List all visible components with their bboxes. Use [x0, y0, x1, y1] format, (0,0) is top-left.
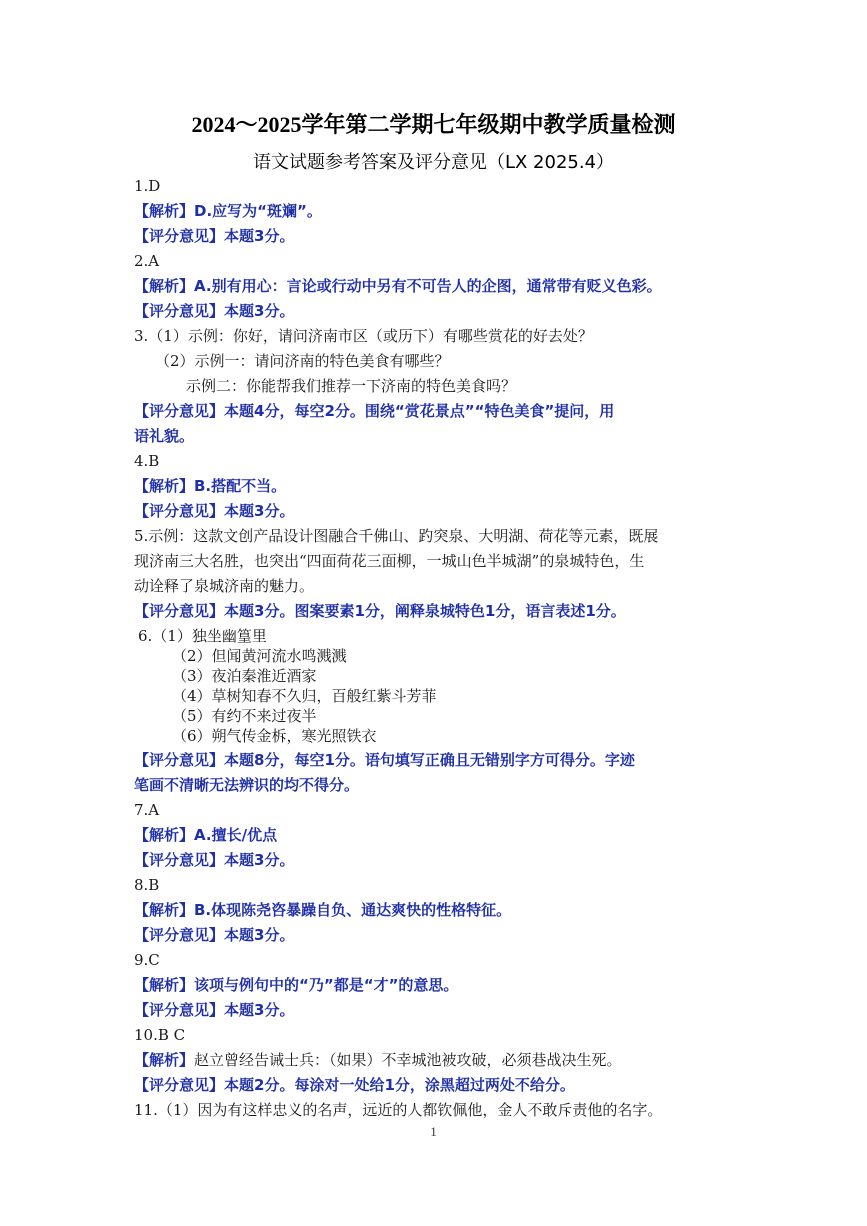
- answer-line: 8.B: [134, 876, 160, 894]
- scoring-line: 【评分意见】本题2分。每涂对一处给1分，涂黑超过两处不给分。: [134, 1076, 575, 1094]
- answer-line: 9.C: [134, 951, 160, 969]
- analysis-line: 【解析】A.别有用心：言论或行动中另有不可告人的企图，通常带有贬义色彩。: [134, 277, 662, 295]
- answer-line: 11.（1）因为有这样忠义的名声，远近的人都钦佩他，金人不敢斥责他的名字。: [134, 1101, 663, 1119]
- analysis-line: 【解析】B.搭配不当。: [134, 477, 287, 495]
- answer-line: （5）有约不来过夜半: [172, 707, 317, 725]
- document-subtitle: 语文试题参考答案及评分意见（LX 2025.4）: [252, 152, 615, 173]
- answer-line: 动诠释了泉城济南的魅力。: [134, 577, 315, 595]
- answer-line: （6）朔气传金柝，寒光照铁衣: [172, 727, 377, 745]
- answer-line: 现济南三大名胜，也突出“四面荷花三面柳，一城山色半城湖”的泉城特色，生: [134, 552, 645, 570]
- answer-line: 5.示例：这款文创产品设计图融合千佛山、趵突泉、大明湖、荷花等元素，既展: [134, 527, 659, 545]
- scoring-line: 【评分意见】本题3分。: [134, 502, 295, 520]
- answer-line: （2）示例一：请问济南的特色美食有哪些？: [155, 352, 450, 370]
- answer-line: 2.A: [134, 252, 160, 270]
- scoring-line: 【评分意见】本题3分。: [134, 926, 295, 944]
- scoring-line: 【评分意见】本题3分。: [134, 851, 295, 869]
- answer-line: 1.D: [134, 177, 161, 195]
- answer-line: 3.（1）示例：你好，请问济南市区（或历下）有哪些赏花的好去处？: [134, 327, 593, 345]
- answer-line: 示例二：你能帮我们推荐一下济南的特色美食吗？: [186, 377, 517, 395]
- analysis-line: 【解析】该项与例句中的“乃”都是“才”的意思。: [134, 976, 459, 994]
- document-title: 2024～2025学年第二学期七年级期中教学质量检测: [191, 112, 676, 137]
- scoring-line: 笔画不清晰无法辨识的均不得分。: [134, 776, 360, 794]
- analysis-line: 【解析】A.擅长/优点: [134, 826, 278, 844]
- answer-line: （3）夜泊秦淮近酒家: [172, 667, 317, 685]
- scoring-line: 【评分意见】本题3分。: [134, 227, 295, 245]
- answer-line: 10.B C: [134, 1026, 186, 1044]
- scoring-line: 【评分意见】本题3分。: [134, 1001, 295, 1019]
- answer-line: 6.（1）独坐幽篁里: [138, 627, 267, 645]
- analysis-prefix: 【解析】: [134, 1051, 195, 1069]
- analysis-line: 【解析】B.体现陈尧咨暴躁自负、通达爽快的性格特征。: [134, 901, 512, 919]
- analysis-line: [134, 1050, 622, 1071]
- scoring-line: 【评分意见】本题4分，每空2分。围绕“赏花景点”“特色美食”提问，用: [134, 402, 615, 420]
- scoring-line: 【评分意见】本题3分。: [134, 302, 295, 320]
- answer-line: 4.B: [134, 452, 160, 470]
- analysis-text: 赵立曾经告诫士兵：（如果）不幸城池被攻破，必须巷战决生死。: [194, 1051, 622, 1069]
- answer-line: 7.A: [134, 801, 160, 819]
- scoring-line: 语礼貌。: [134, 427, 195, 445]
- page-number: 1: [430, 1124, 437, 1139]
- answer-line: （2）但闻黄河流水鸣溅溅: [172, 647, 347, 665]
- answer-line: （4）草树知春不久归，百般红紫斗芳菲: [172, 687, 437, 705]
- scoring-line: 【评分意见】本题3分。图案要素1分，阐释泉城特色1分，语言表述1分。: [134, 602, 626, 620]
- scoring-line: 【评分意见】本题8分，每空1分。语句填写正确且无错别字方可得分。字迹: [134, 751, 635, 769]
- analysis-line: 【解析】D.应写为“斑斓”。: [134, 202, 322, 220]
